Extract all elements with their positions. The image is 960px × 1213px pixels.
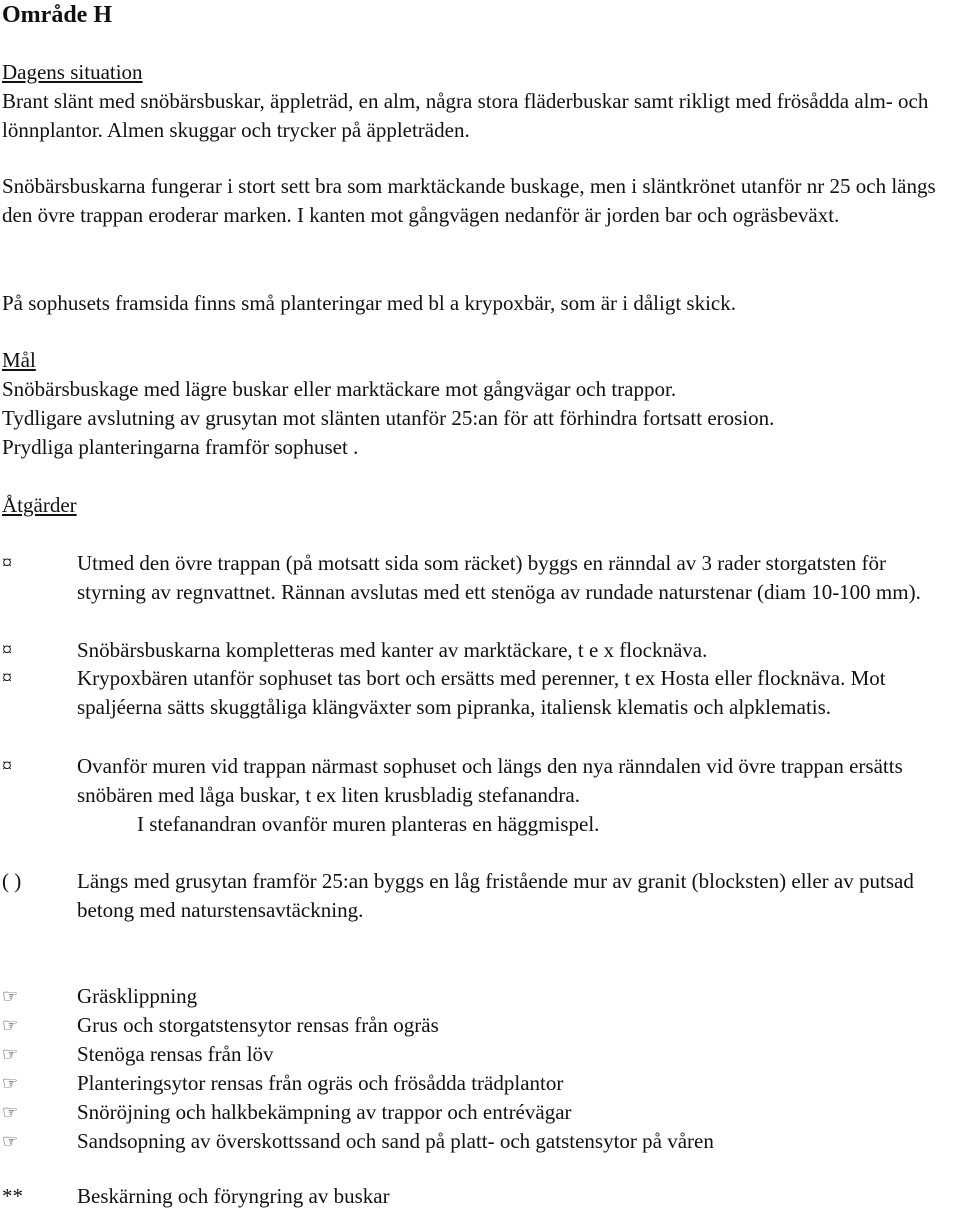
- current-situation-heading: Dagens situation: [2, 60, 143, 84]
- list-item: [0, 1069, 960, 1098]
- maintenance-text: Stenöga rensas från löv: [77, 1042, 274, 1066]
- maintenance-text: Grus och storgatstensytor rensas från ogräs: [77, 1013, 439, 1037]
- pointing-hand-icon: ☞: [2, 986, 19, 1007]
- list-item: [0, 1040, 960, 1069]
- goal-line: Tydligare avslutning av grusytan mot slänten utanför 25:an för att förhindra fortsatt erosion.: [2, 406, 775, 430]
- action-item: [0, 752, 960, 839]
- action-bullet-icon: ¤: [2, 667, 12, 689]
- goal-line: Snöbärsbuskage med lägre buskar eller marktäckare mot gångvägar och trappor.: [2, 377, 677, 401]
- list-item: [0, 1011, 960, 1040]
- action-extra-text: I stefanandran ovanför muren planteras en häggmispel.: [137, 812, 600, 836]
- goal-heading: Mål: [2, 348, 36, 372]
- current-situation-paragraph-1: Brant slänt med snöbärsbuskar, äppleträd, en alm, några stora fläderbuskar samt rikligt med frösådda alm- och lönnplantor. Almen skuggar och trycker på äppleträden.: [2, 89, 929, 142]
- action-text: Längs med grusytan framför 25:an byggs en låg fristående mur av granit (blocksten) eller av putsad betong med naturstensavtäckning.: [77, 869, 914, 922]
- pointing-hand-icon: ☞: [2, 1073, 19, 1094]
- pointing-hand-icon: ☞: [2, 1015, 19, 1036]
- action-item: [0, 636, 960, 665]
- action-item: [0, 664, 960, 722]
- action-marker: ( ): [2, 869, 22, 893]
- maintenance-text: Sandsopning av överskottssand och sand på platt- och gatstensytor på våren: [77, 1129, 714, 1153]
- current-situation-paragraph-3-block: [2, 289, 952, 318]
- list-item: [0, 1127, 960, 1156]
- maintenance-text: Planteringsytor rensas från ogräs och frösådda trädplantor: [77, 1071, 564, 1095]
- pointing-hand-icon: ☞: [2, 1131, 19, 1152]
- current-situation-section: [2, 58, 952, 145]
- list-item: [0, 982, 960, 1011]
- action-text: Snöbärsbuskarna kompletteras med kanter av marktäckare, t e x flocknäva.: [77, 638, 708, 662]
- action-bullet-icon: ¤: [2, 639, 12, 661]
- pruning-marker: **: [2, 1184, 23, 1208]
- action-text: Utmed den övre trappan (på motsatt sida som räcket) byggs en ränndal av 3 rader storgatsten för styrning av regnvattnet. Rännan avslutas med ett stenöga av rundade naturstenar (diam 10-100 mm).: [77, 551, 921, 604]
- list-item: [0, 1098, 960, 1127]
- action-text: Krypoxbären utanför sophuset tas bort och ersätts med perenner, t ex Hosta eller flocknäva. Mot spaljéerna sätts skuggtåliga klängväxter som pipranka, italiensk klematis och alpklematis.: [77, 666, 886, 719]
- page-title: Område H: [2, 2, 112, 28]
- action-bullet-icon: ¤: [2, 755, 12, 777]
- maintenance-text: Snöröjning och halkbekämpning av trappor och entrévägar: [77, 1100, 572, 1124]
- pruning-item: [0, 1182, 960, 1211]
- pointing-hand-icon: ☞: [2, 1102, 19, 1123]
- pointing-hand-icon: ☞: [2, 1044, 19, 1065]
- action-bullet-icon: ¤: [2, 552, 12, 574]
- current-situation-paragraph-2-block: [2, 172, 952, 230]
- actions-heading: Åtgärder: [2, 493, 77, 517]
- current-situation-paragraph-3: På sophusets framsida finns små planteringar med bl a krypoxbär, som är i dåligt skick.: [2, 291, 737, 315]
- goal-section: [2, 346, 952, 462]
- maintenance-text: Gräsklippning: [77, 984, 198, 1008]
- current-situation-paragraph-2: Snöbärsbuskarna fungerar i stort sett bra som marktäckande buskage, men i släntkrönet utanför nr 25 och längs den övre trappan eroderar marken. I kanten mot gångvägen nedanför är jorden bar och ogräsbeväxt.: [2, 174, 936, 227]
- action-item: [0, 549, 960, 607]
- action-text: Ovanför muren vid trappan närmast sophuset och längs den nya ränndalen vid övre trappan ersätts snöbären med låga buskar, t ex liten krusbladig stefanandra.: [77, 754, 903, 807]
- action-item: [0, 867, 960, 925]
- maintenance-list: [0, 982, 960, 1156]
- pruning-text: Beskärning och föryngring av buskar: [77, 1184, 390, 1208]
- goal-line: Prydliga planteringarna framför sophuset .: [2, 435, 359, 459]
